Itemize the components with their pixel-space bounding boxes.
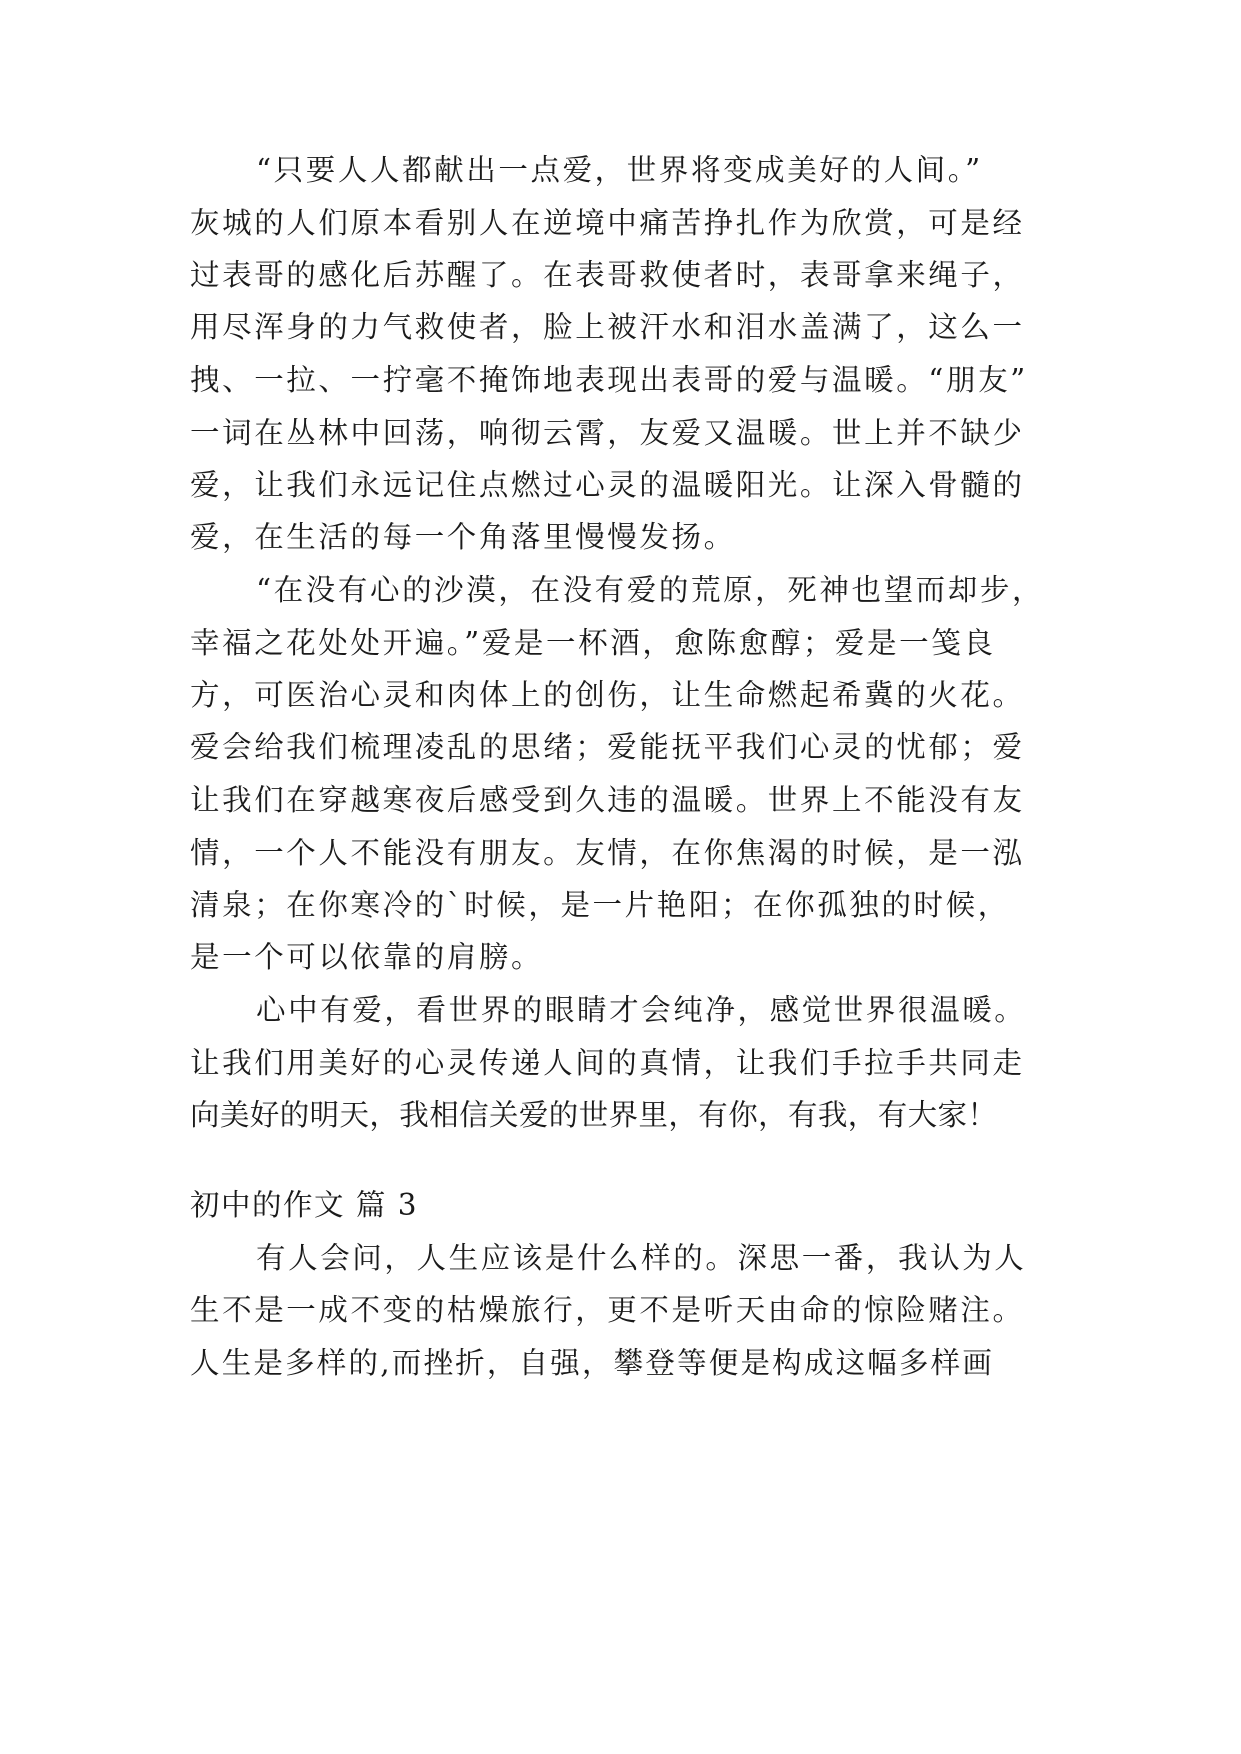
paragraph-2-line-1: “在没有心的沙漠，在没有爱的荒原，死神也望而却步， bbox=[256, 573, 1045, 607]
paragraph-2-line-7: 清泉；在你寒冷的`时候，是一片艳阳；在你孤独的时候， bbox=[190, 888, 1010, 922]
paragraph-1-line-2: 灰城的人们原本看别人在逆境中痛苦挣扎作为欣赏，可是经 bbox=[190, 206, 1025, 240]
paragraph-2-line-5: 让我们在穿越寒夜后感受到久违的温暖。世界上不能没有友 bbox=[190, 783, 1025, 817]
paragraph-2-line-3: 方，可医治心灵和肉体上的创伤，让生命燃起希冀的火花。 bbox=[190, 678, 1025, 712]
section-heading: 初中的作文 篇 3 bbox=[190, 1188, 419, 1222]
paragraph-1-line-4: 用尽浑身的力气救使者，脸上被汗水和泪水盖满了，这么一 bbox=[190, 310, 1025, 344]
paragraph-2-line-6: 情，一个人不能没有朋友。友情，在你焦渴的时候，是一泓 bbox=[190, 836, 1025, 870]
paragraph-1-line-7: 爱，让我们永远记住点燃过心灵的温暖阳光。让深入骨髓的 bbox=[190, 468, 1025, 502]
paragraph-4-line-1: 有人会问，人生应该是什么样的。深思一番，我认为人 bbox=[256, 1241, 1027, 1275]
paragraph-3-line-2: 让我们用美好的心灵传递人间的真情，让我们手拉手共同走 bbox=[190, 1046, 1025, 1080]
paragraph-1-line-6: 一词在丛林中回荡，响彻云霄，友爱又温暖。世上并不缺少 bbox=[190, 416, 1025, 450]
paragraph-4-line-2: 生不是一成不变的枯燥旅行，更不是听天由命的惊险赌注。 bbox=[190, 1293, 1025, 1327]
paragraph-1-line-5: 拽、一拉、一拧毫不掩饰地表现出表哥的爱与温暖。“朋友” bbox=[190, 363, 1028, 397]
paragraph-3-line-3: 向美好的明天，我相信关爱的世界里，有你，有我，有大家！ bbox=[190, 1098, 998, 1132]
paragraph-4-line-3: 人生是多样的,而挫折，自强，攀登等便是构成这幅多样画 bbox=[190, 1346, 995, 1380]
paragraph-1-line-1: “只要人人都献出一点爱，世界将变成美好的人间。” bbox=[256, 153, 983, 187]
paragraph-2-line-2: 幸福之花处处开遍。”爱是一杯酒，愈陈愈醇；爱是一笺良 bbox=[190, 626, 996, 660]
paragraph-1-line-8: 爱，在生活的每一个角落里慢慢发扬。 bbox=[190, 520, 736, 554]
paragraph-2-line-8: 是一个可以依靠的肩膀。 bbox=[190, 940, 544, 974]
paragraph-2-line-4: 爱会给我们梳理凌乱的思绪；爱能抚平我们心灵的忧郁；爱 bbox=[190, 730, 1025, 764]
paragraph-3-line-1: 心中有爱，看世界的眼睛才会纯净，感觉世界很温暖。 bbox=[256, 993, 1027, 1027]
paragraph-1-line-3: 过表哥的感化后苏醒了。在表哥救使者时，表哥拿来绳子， bbox=[190, 258, 1025, 292]
